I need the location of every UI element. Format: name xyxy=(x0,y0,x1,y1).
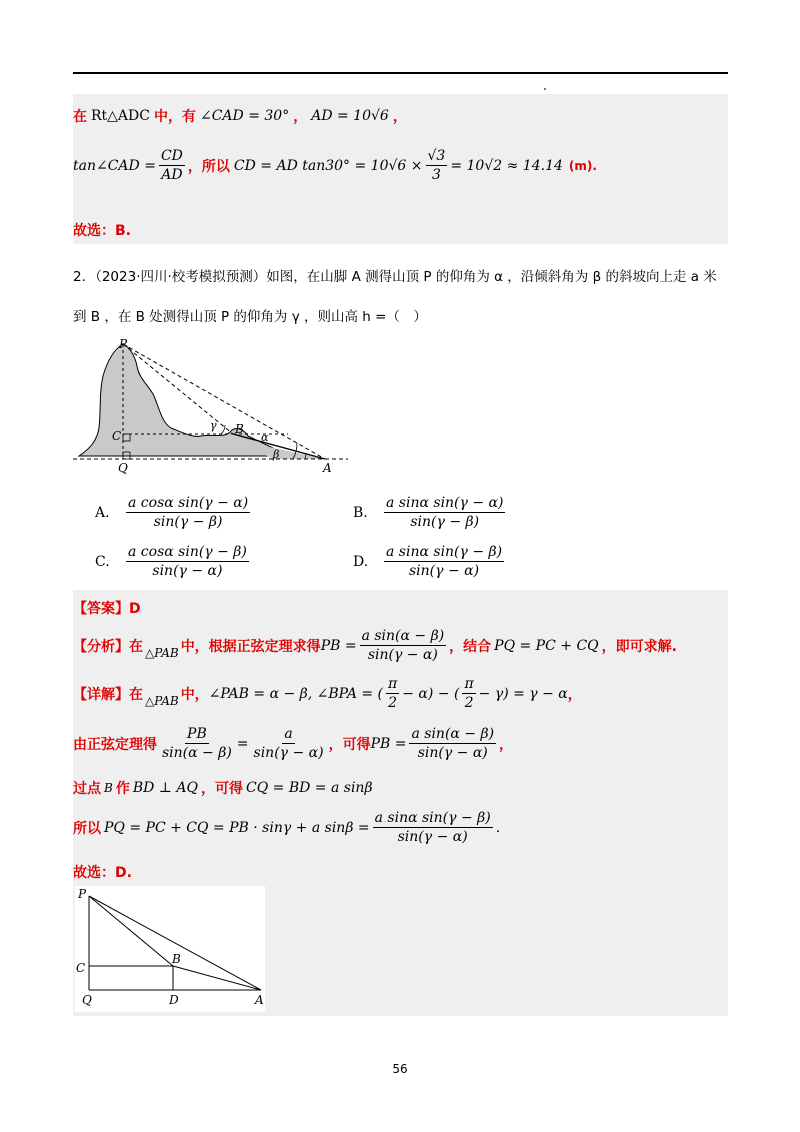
math: ∠CAD = 30° xyxy=(199,108,290,124)
label-P: P xyxy=(78,887,87,901)
analysis-tag: 【分析】在 xyxy=(73,638,143,655)
label-B: B xyxy=(235,422,244,436)
choose-text: 故选：B. xyxy=(73,223,131,239)
fraction: $\frac{√3}{3}$ xyxy=(427,148,446,183)
fraction: $\frac{\text{a sinα sin(γ − β)}}{\sin(\gamma - \alpha)}$ xyxy=(386,544,503,579)
fraction: $\frac{PB}{\sin(\alpha - \beta)}$ xyxy=(162,726,232,761)
fraction: $\frac{\text{a sin(α − β)}}{\sin(\gamma - \alpha)}$ xyxy=(411,726,495,761)
option-d[interactable] xyxy=(353,544,507,579)
question-line-2: 到 B ，在 B 处测得山顶 P 的仰角为 γ ，则山高 h =（ ） xyxy=(73,309,427,325)
label-P: P xyxy=(119,337,128,351)
math: PB = xyxy=(320,637,357,654)
text: ，可得 xyxy=(201,781,243,797)
option-a[interactable] xyxy=(95,495,253,530)
math: tan∠CAD = xyxy=(73,157,156,174)
label-beta: β xyxy=(273,448,280,461)
text: 中，根据正弦定理求得 xyxy=(180,638,321,655)
answer-tag: 【答案】D xyxy=(73,601,141,617)
question-line-1: 2．（2023·四川·校考模拟预测）如图，在山脚 A 测得山顶 P 的仰角为 α ，沿倾斜角为 β 的斜坡向上走 a 米 xyxy=(73,269,717,285)
option-b[interactable] xyxy=(353,495,508,530)
text: ，即可求解. xyxy=(601,638,677,655)
fraction: $\frac{\pi}{2}$ xyxy=(464,676,474,711)
option-c[interactable] xyxy=(95,544,252,579)
text: 所以 xyxy=(73,820,101,837)
text: 中， xyxy=(180,686,209,703)
math: ∠PAB = α − β, ∠BPA = ( xyxy=(208,685,384,702)
header-rule xyxy=(73,72,728,74)
math: − α) − ( xyxy=(402,685,460,702)
fraction: $\frac{\text{a sin(α − β)}}{\sin(\gamma - \alpha)}$ xyxy=(361,628,445,663)
math: PQ = PC + CQ = PB · sinγ + a sinβ = xyxy=(104,819,370,836)
solution-box-prev xyxy=(73,94,728,244)
text: ，所以 xyxy=(187,158,230,175)
label-C: C xyxy=(76,961,86,975)
fraction: $\frac{a}{\sin(\gamma - \alpha)}$ xyxy=(253,726,324,761)
unit: (m). xyxy=(568,158,597,173)
fraction: $\frac{\text{a sinα sin(γ − α)}}{\sin(\gamma - \beta)}$ xyxy=(386,495,504,530)
speck xyxy=(544,88,546,90)
text: 由正弦定理得 xyxy=(73,736,157,753)
fraction: $\frac{\text{a sinα sin(γ − β)}}{\sin(\gamma - \alpha)}$ xyxy=(374,810,491,845)
solution-figure xyxy=(75,886,265,1012)
math: △PAB xyxy=(145,693,179,708)
option-label: B. xyxy=(353,504,368,521)
fraction: $\frac{\text{a cosα sin(γ − α)}}{\sin(\gamma - \beta)}$ xyxy=(128,495,249,530)
math: BD ⊥ AQ xyxy=(132,780,198,796)
label-B: B xyxy=(172,952,181,966)
label-C: C xyxy=(112,429,122,443)
label-alpha: α xyxy=(261,431,269,444)
fraction: $\frac{CD}{AD}$ xyxy=(160,148,183,183)
text: ， xyxy=(293,109,308,125)
detail-tag: 【详解】在 xyxy=(73,686,143,703)
label-A: A xyxy=(323,461,332,475)
math: AD = 10√6 xyxy=(311,108,389,124)
fraction: $\frac{\text{a cosα sin(γ − β)}}{\sin(\gamma - \alpha)}$ xyxy=(128,544,247,579)
math: . xyxy=(495,819,501,836)
mountain-figure xyxy=(73,336,353,476)
text: 作 xyxy=(115,781,130,797)
math: = xyxy=(236,735,249,752)
text: ，结合 xyxy=(449,638,492,655)
label-Q: Q xyxy=(118,461,128,475)
label-D: D xyxy=(169,993,179,1007)
math: PQ = PC + CQ xyxy=(494,637,599,654)
math: PB = xyxy=(370,735,407,752)
answer-box xyxy=(73,590,728,1016)
option-label: A. xyxy=(95,504,110,521)
fraction: $\frac{\pi}{2}$ xyxy=(388,676,398,711)
text: 过点 xyxy=(73,781,101,797)
label-Q: Q xyxy=(82,993,92,1007)
text: ， xyxy=(499,736,514,753)
text: ，可得 xyxy=(328,736,371,753)
math: Rt△ADC xyxy=(91,108,150,124)
choose-text: 故选：D. xyxy=(73,865,132,881)
label-gamma: γ xyxy=(210,419,217,432)
math: CQ = BD = a sinβ xyxy=(246,780,373,796)
text: ， xyxy=(392,109,407,125)
text: 在 xyxy=(73,109,87,125)
option-label: C. xyxy=(95,553,110,570)
math: CD = AD tan30° = 10√6 × xyxy=(233,157,423,174)
math: − γ) = γ − α xyxy=(478,685,568,702)
text: 中，有 xyxy=(153,109,196,125)
page-number: 56 xyxy=(392,1062,408,1076)
math: B xyxy=(104,781,113,795)
text: ， xyxy=(567,686,582,703)
math: = 10√2 ≈ 14.14 xyxy=(450,157,563,174)
math: △PAB xyxy=(145,645,179,660)
label-A: A xyxy=(255,993,264,1007)
option-label: D. xyxy=(353,553,369,570)
